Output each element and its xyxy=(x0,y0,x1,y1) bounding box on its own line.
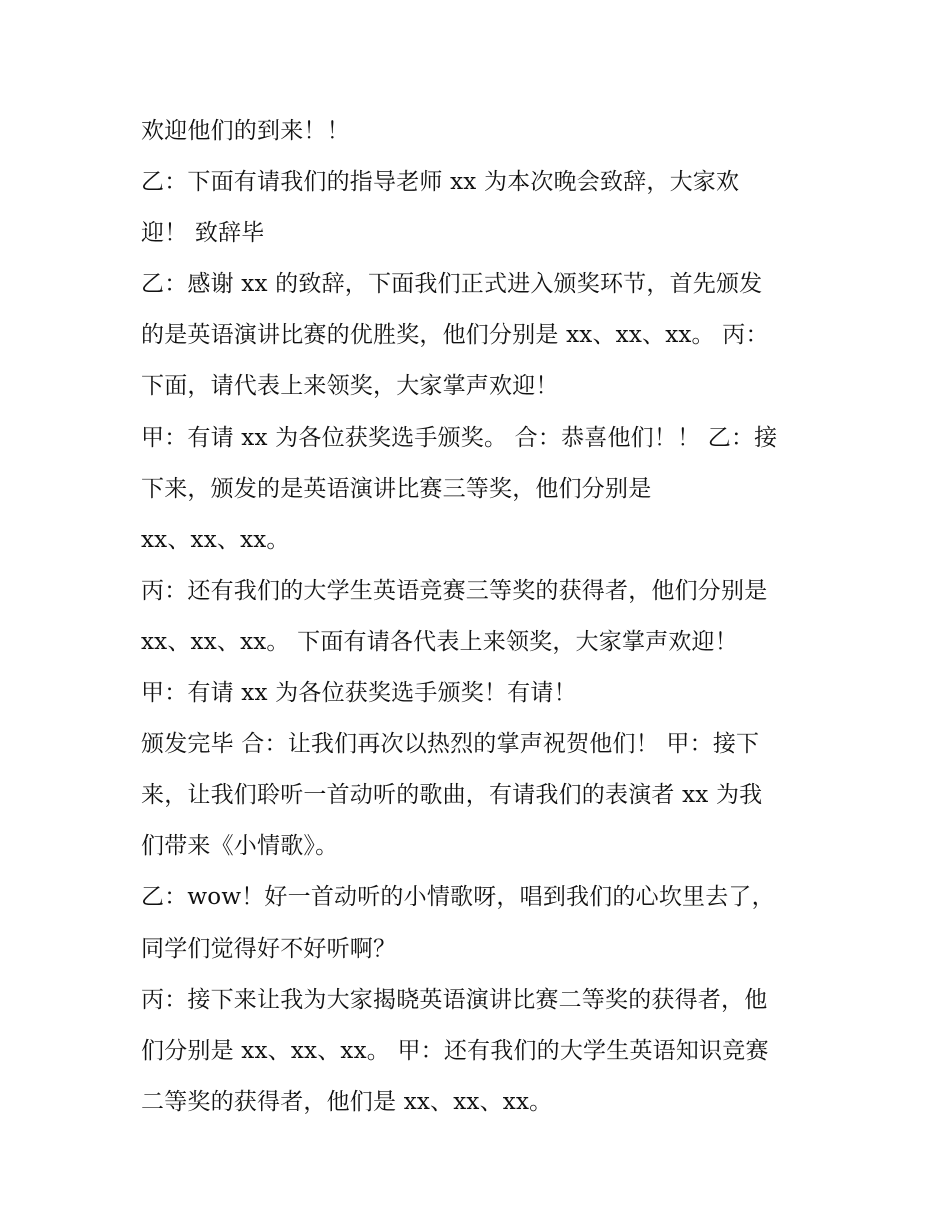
text-line: 乙：wow！好一首动听的小情歌呀，唱到我们的心坎里去了， xyxy=(141,884,775,911)
text-line: 甲：有请 xx 为各位获奖选手颁奖。 合：恭喜他们！！ 乙：接 xyxy=(141,424,778,451)
text-line: 同学们觉得好不好听啊？ xyxy=(141,935,397,962)
document-body xyxy=(141,106,821,1128)
text-line: 欢迎他们的到来！！ xyxy=(141,118,350,144)
text-line: xx、xx、xx。 下面有请各代表上来领奖，大家掌声欢迎！ xyxy=(141,628,738,655)
text-line: 二等奖的获得者，他们是 xx、xx、xx。 xyxy=(141,1088,553,1115)
text-line: 颁发完毕 合：让我们再次以热烈的掌声祝贺他们！ 甲：接下 xyxy=(141,731,760,758)
text-line: 们分别是 xx、xx、xx。 甲：还有我们的大学生英语知识竞赛 xyxy=(141,1037,769,1064)
text-line: 下来，颁发的是英语演讲比赛三等奖，他们分别是 xyxy=(141,475,652,502)
text-line: 下面，请代表上来领奖，大家掌声欢迎！ xyxy=(141,373,559,400)
text-line: 丙：接下来让我为大家揭晓英语演讲比赛二等奖的获得者，他 xyxy=(141,986,768,1013)
text-line: 乙：下面有请我们的指导老师 xx 为本次晚会致辞，大家欢 xyxy=(141,169,740,196)
text-line: 来，让我们聆听一首动听的歌曲，有请我们的表演者 xx 为我 xyxy=(141,782,763,809)
text-line: 迎！ 致辞毕 xyxy=(141,220,265,247)
text-line: 的是英语演讲比赛的优胜奖，他们分别是 xx、xx、xx。 丙： xyxy=(141,322,769,349)
text-line: 甲：有请 xx 为各位获奖选手颁奖！有请！ xyxy=(141,680,577,707)
text-line: xx、xx、xx。 xyxy=(141,526,290,553)
text-line: 们带来《小情歌》。 xyxy=(141,833,339,860)
text-line: 乙：感谢 xx 的致辞，下面我们正式进入颁奖环节，首先颁发 xyxy=(141,271,763,298)
text-line: 丙：还有我们的大学生英语竞赛三等奖的获得者，他们分别是 xyxy=(141,577,768,604)
